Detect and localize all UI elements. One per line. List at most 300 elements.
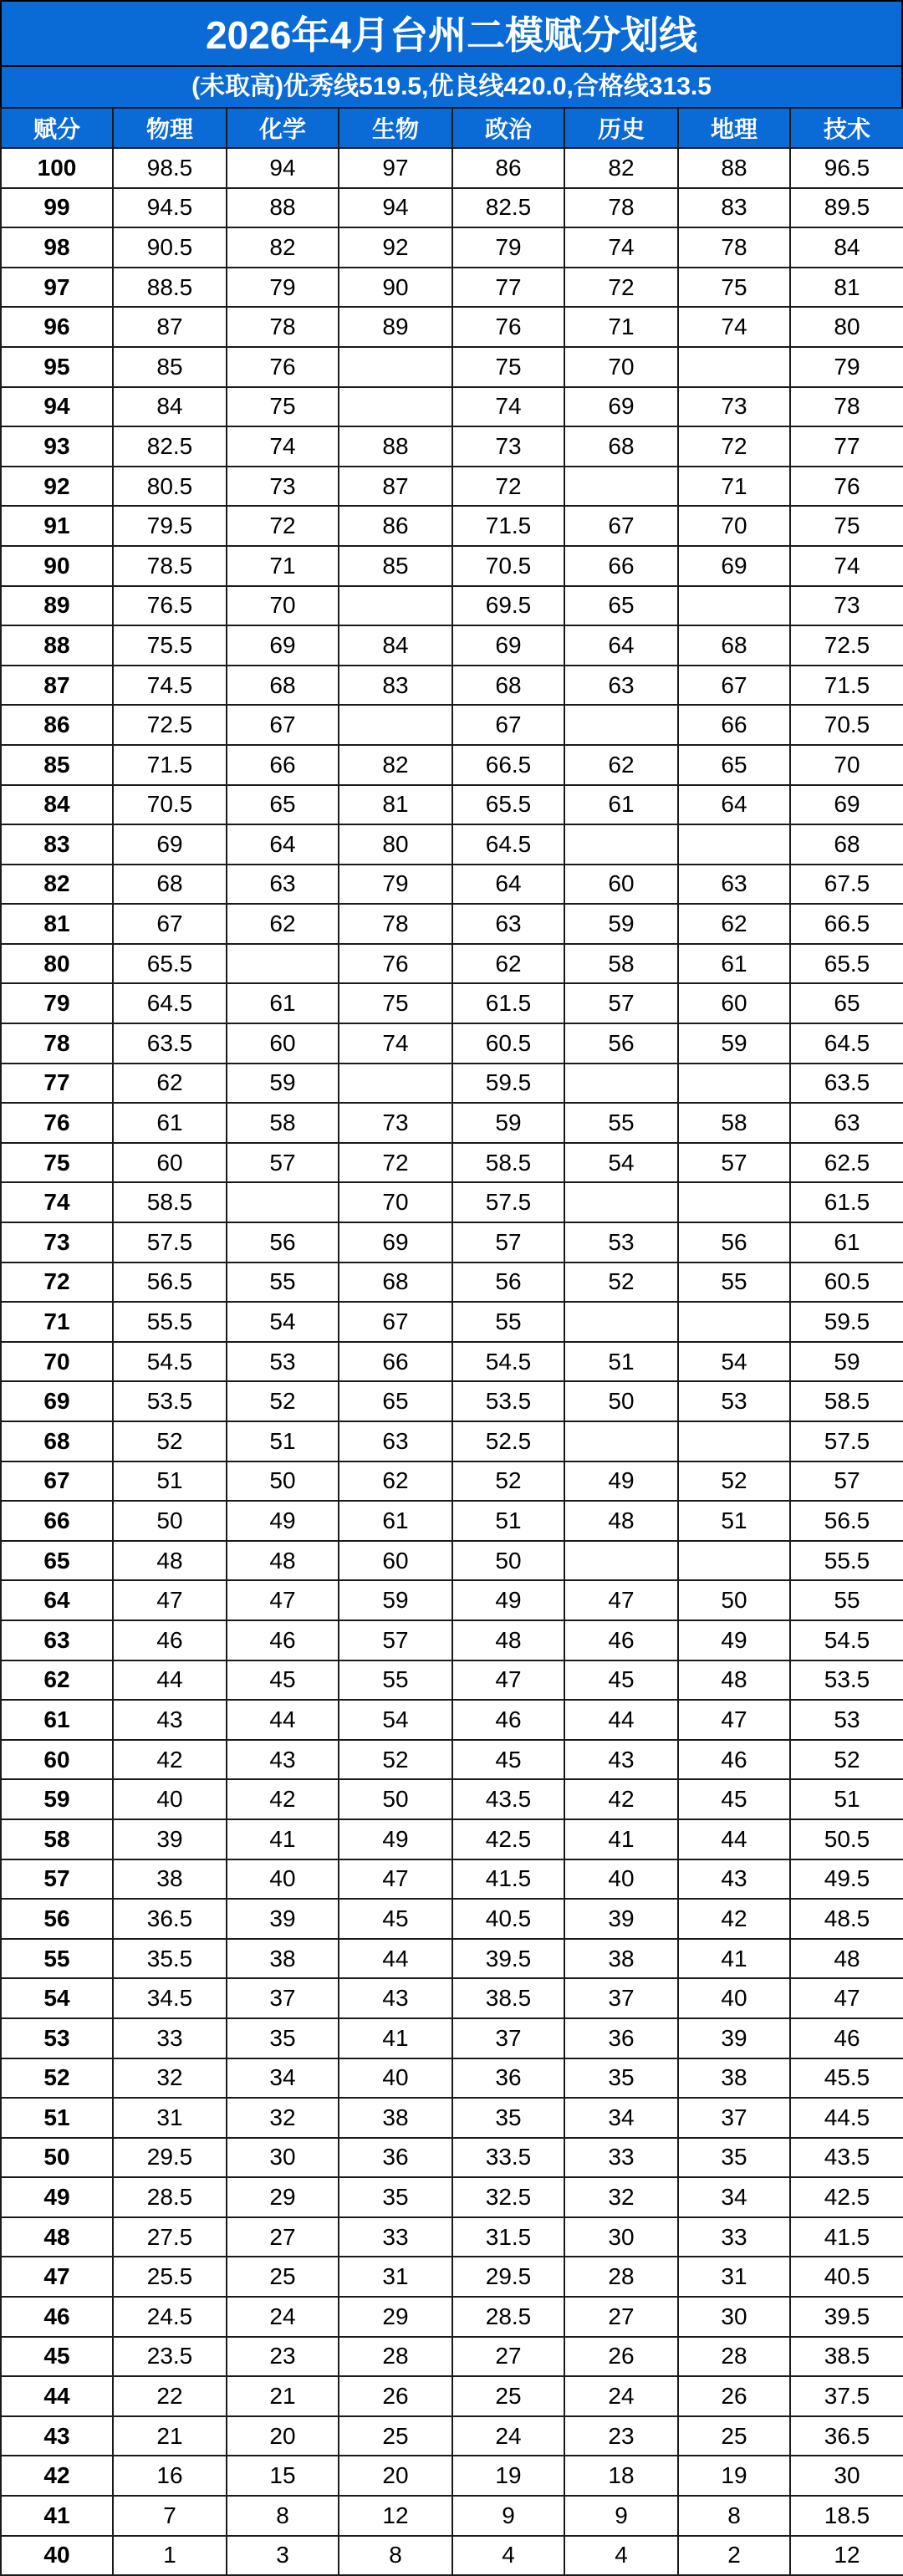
cell-physics: 57.5 [113, 1222, 227, 1262]
cell-history: 57 [564, 983, 678, 1023]
cell-score: 74 [1, 1182, 113, 1222]
cell-physics: 84 [113, 387, 227, 427]
cell-biology: 67 [339, 1302, 452, 1342]
cell-physics: 50 [113, 1501, 227, 1541]
cell-history: 65 [564, 586, 678, 626]
cell-score: 46 [1, 2297, 113, 2337]
cell-technology: 41.5 [790, 2217, 903, 2257]
table-row [1, 1262, 903, 1303]
cell-politics: 40.5 [452, 1899, 564, 1939]
cell-biology: 28 [339, 2337, 452, 2377]
table-row [1, 2297, 903, 2337]
cell-score: 96 [1, 307, 113, 347]
cell-score: 61 [1, 1700, 113, 1740]
cell-physics: 65.5 [113, 944, 227, 984]
cell-score: 97 [1, 268, 113, 308]
cell-history: 64 [564, 625, 678, 666]
cell-score: 57 [1, 1859, 113, 1900]
cell-physics: 87 [113, 307, 227, 347]
cell-physics: 69 [113, 824, 227, 865]
cell-biology: 76 [339, 944, 452, 984]
cell-politics: 61.5 [452, 983, 564, 1023]
cell-history: 54 [564, 1143, 678, 1183]
cell-politics: 59 [452, 1103, 564, 1143]
cell-politics: 4 [452, 2536, 564, 2576]
cell-history: 46 [564, 1620, 678, 1660]
cell-history [564, 705, 678, 745]
cell-physics: 32 [113, 2058, 227, 2099]
cell-geography: 59 [678, 1023, 790, 1064]
cell-politics: 57.5 [452, 1182, 564, 1222]
cell-biology: 36 [339, 2138, 452, 2178]
cell-politics: 59.5 [452, 1064, 564, 1104]
cell-geography: 49 [678, 1620, 790, 1660]
cell-chemistry: 25 [227, 2257, 339, 2297]
cell-biology: 31 [339, 2257, 452, 2297]
cell-technology: 50.5 [790, 1819, 903, 1859]
cell-history [564, 1182, 678, 1222]
cell-score: 98 [1, 227, 113, 268]
cell-geography: 2 [678, 2536, 790, 2576]
cell-technology: 73 [790, 586, 903, 626]
cell-history: 52 [564, 1262, 678, 1303]
cell-physics: 72.5 [113, 705, 227, 745]
cell-politics: 51 [452, 1501, 564, 1541]
cell-biology: 8 [339, 2536, 452, 2576]
cell-history: 58 [564, 944, 678, 984]
table-row [1, 1660, 903, 1701]
cell-technology: 49.5 [790, 1859, 903, 1900]
header-row [1, 108, 903, 148]
cell-technology: 59.5 [790, 1302, 903, 1342]
cell-history: 49 [564, 1461, 678, 1502]
cell-physics: 68 [113, 865, 227, 905]
cell-biology: 90 [339, 268, 452, 308]
cell-biology: 78 [339, 904, 452, 944]
cell-technology: 48 [790, 1939, 903, 1979]
cell-physics: 44 [113, 1660, 227, 1701]
cell-score: 65 [1, 1541, 113, 1581]
cell-physics: 52 [113, 1421, 227, 1461]
cell-politics: 74 [452, 387, 564, 427]
cell-politics: 33.5 [452, 2138, 564, 2178]
cell-geography: 46 [678, 1740, 790, 1780]
cell-score: 48 [1, 2217, 113, 2257]
cell-technology: 45.5 [790, 2058, 903, 2099]
cell-chemistry: 62 [227, 904, 339, 944]
cell-score: 75 [1, 1143, 113, 1183]
table-row [1, 2138, 903, 2178]
cell-history: 40 [564, 1859, 678, 1900]
cell-score: 52 [1, 2058, 113, 2099]
cell-chemistry: 49 [227, 1501, 339, 1541]
cell-chemistry: 32 [227, 2098, 339, 2138]
cell-score: 45 [1, 2337, 113, 2377]
cell-history: 82 [564, 148, 678, 188]
cell-history: 55 [564, 1103, 678, 1143]
cell-geography: 39 [678, 2018, 790, 2058]
cell-score: 41 [1, 2496, 113, 2536]
cell-politics: 27 [452, 2337, 564, 2377]
cell-technology: 55 [790, 1580, 903, 1620]
cell-biology: 54 [339, 1700, 452, 1740]
cell-technology: 43.5 [790, 2138, 903, 2178]
cell-score: 66 [1, 1501, 113, 1541]
cell-chemistry: 43 [227, 1740, 339, 1780]
cell-physics: 7 [113, 2496, 227, 2536]
cell-chemistry: 61 [227, 983, 339, 1023]
cell-chemistry: 68 [227, 666, 339, 706]
cell-biology: 75 [339, 983, 452, 1023]
cell-history: 38 [564, 1939, 678, 1979]
cell-technology: 67.5 [790, 865, 903, 905]
cell-biology: 12 [339, 2496, 452, 2536]
cell-geography: 71 [678, 467, 790, 507]
table-row [1, 1580, 903, 1620]
cell-physics: 34.5 [113, 1978, 227, 2018]
cell-politics: 66.5 [452, 745, 564, 785]
cell-technology: 52 [790, 1740, 903, 1780]
cell-politics: 38.5 [452, 1978, 564, 2018]
cell-technology: 69 [790, 785, 903, 825]
cell-physics: 35.5 [113, 1939, 227, 1979]
cell-physics: 78.5 [113, 546, 227, 586]
header-cell-chemistry: 化学 [227, 108, 339, 148]
cell-geography: 83 [678, 188, 790, 228]
cell-chemistry: 70 [227, 586, 339, 626]
cell-technology: 56.5 [790, 1501, 903, 1541]
cell-physics: 38 [113, 1859, 227, 1900]
cell-geography: 33 [678, 2217, 790, 2257]
cell-chemistry: 51 [227, 1421, 339, 1461]
cell-history: 69 [564, 387, 678, 427]
cell-geography: 70 [678, 506, 790, 546]
header-cell-score: 赋分 [1, 108, 113, 148]
cell-chemistry: 30 [227, 2138, 339, 2178]
table-row [1, 1182, 903, 1222]
cell-chemistry: 67 [227, 705, 339, 745]
cell-geography: 40 [678, 1978, 790, 2018]
cell-technology: 12 [790, 2536, 903, 2576]
cell-biology: 62 [339, 1461, 452, 1502]
cell-politics: 69 [452, 625, 564, 666]
cell-geography: 57 [678, 1143, 790, 1183]
cell-history: 39 [564, 1899, 678, 1939]
cell-score: 88 [1, 625, 113, 666]
cell-chemistry: 38 [227, 1939, 339, 1979]
cell-score: 69 [1, 1381, 113, 1421]
cell-physics: 60 [113, 1143, 227, 1183]
table-row [1, 2536, 903, 2576]
cell-history: 70 [564, 347, 678, 387]
cell-biology: 61 [339, 1501, 452, 1541]
cell-geography: 66 [678, 705, 790, 745]
cell-history: 33 [564, 2138, 678, 2178]
cell-chemistry: 74 [227, 426, 339, 467]
cell-biology: 83 [339, 666, 452, 706]
cell-chemistry: 46 [227, 1620, 339, 1660]
cell-geography: 42 [678, 1899, 790, 1939]
cell-politics: 76 [452, 307, 564, 347]
cell-score: 93 [1, 426, 113, 467]
cell-geography: 53 [678, 1381, 790, 1421]
cell-physics: 75.5 [113, 625, 227, 666]
cell-score: 86 [1, 705, 113, 745]
table-row [1, 2217, 903, 2257]
cell-geography: 41 [678, 1939, 790, 1979]
cell-geography: 72 [678, 426, 790, 467]
cell-score: 87 [1, 666, 113, 706]
cell-history: 34 [564, 2098, 678, 2138]
cell-physics: 85 [113, 347, 227, 387]
cell-politics: 37 [452, 2018, 564, 2058]
cell-politics: 70.5 [452, 546, 564, 586]
cell-biology: 92 [339, 227, 452, 268]
cell-chemistry: 48 [227, 1541, 339, 1581]
cell-politics: 32.5 [452, 2177, 564, 2217]
cell-score: 90 [1, 546, 113, 586]
table-row [1, 1143, 903, 1183]
table-row [1, 1819, 903, 1859]
cell-physics: 48 [113, 1541, 227, 1581]
cell-score: 59 [1, 1779, 113, 1819]
table-row [1, 506, 903, 546]
cell-chemistry: 54 [227, 1302, 339, 1342]
cell-biology: 40 [339, 2058, 452, 2099]
cell-physics: 62 [113, 1064, 227, 1104]
cell-politics: 45 [452, 1740, 564, 1780]
cell-technology: 60.5 [790, 1262, 903, 1303]
cell-physics: 94.5 [113, 188, 227, 228]
cell-history: 37 [564, 1978, 678, 2018]
cell-physics: 51 [113, 1461, 227, 1502]
table-row [1, 785, 903, 825]
cell-technology: 57.5 [790, 1421, 903, 1461]
table-row [1, 2257, 903, 2297]
cell-biology: 25 [339, 2416, 452, 2456]
cell-physics: 82.5 [113, 426, 227, 467]
cell-politics: 65.5 [452, 785, 564, 825]
cell-physics: 27.5 [113, 2217, 227, 2257]
cell-chemistry: 66 [227, 745, 339, 785]
cell-politics: 63 [452, 904, 564, 944]
cell-biology: 68 [339, 1262, 452, 1303]
cell-history [564, 824, 678, 865]
cell-biology: 26 [339, 2376, 452, 2416]
cell-history [564, 467, 678, 507]
cell-physics: 43 [113, 1700, 227, 1740]
cell-score: 76 [1, 1103, 113, 1143]
cell-geography [678, 1064, 790, 1104]
cell-score: 72 [1, 1262, 113, 1303]
cell-physics: 67 [113, 904, 227, 944]
table-row [1, 1700, 903, 1740]
cell-history: 60 [564, 865, 678, 905]
cell-biology [339, 586, 452, 626]
table-row [1, 467, 903, 507]
cell-politics: 52 [452, 1461, 564, 1502]
cell-chemistry: 15 [227, 2456, 339, 2496]
cell-geography: 47 [678, 1700, 790, 1740]
cell-history: 36 [564, 2018, 678, 2058]
table-row [1, 2376, 903, 2416]
cell-politics: 68 [452, 666, 564, 706]
cell-history: 44 [564, 1700, 678, 1740]
cell-score: 73 [1, 1222, 113, 1262]
cell-history: 74 [564, 227, 678, 268]
cell-technology: 96.5 [790, 148, 903, 188]
cell-geography: 19 [678, 2456, 790, 2496]
cell-history: 32 [564, 2177, 678, 2217]
cell-politics: 55 [452, 1302, 564, 1342]
table-row [1, 1064, 903, 1104]
cell-technology: 48.5 [790, 1899, 903, 1939]
cell-geography [678, 824, 790, 865]
table-row [1, 2337, 903, 2377]
cell-physics: 61 [113, 1103, 227, 1143]
cell-biology: 74 [339, 1023, 452, 1064]
cell-geography: 50 [678, 1580, 790, 1620]
cell-politics: 41.5 [452, 1859, 564, 1900]
table-row [1, 546, 903, 586]
cell-biology: 72 [339, 1143, 452, 1183]
cell-politics: 72 [452, 467, 564, 507]
cell-score: 53 [1, 2018, 113, 2058]
cell-physics: 31 [113, 2098, 227, 2138]
table-row [1, 188, 903, 228]
cell-politics: 36 [452, 2058, 564, 2099]
cell-chemistry: 56 [227, 1222, 339, 1262]
cell-chemistry: 21 [227, 2376, 339, 2416]
cell-score: 81 [1, 904, 113, 944]
cell-physics: 33 [113, 2018, 227, 2058]
header-cell-technology: 技术 [790, 108, 903, 148]
cell-score: 99 [1, 188, 113, 228]
table-body [1, 148, 903, 2575]
cell-physics: 47 [113, 1580, 227, 1620]
cell-biology: 55 [339, 1660, 452, 1701]
cell-politics: 31.5 [452, 2217, 564, 2257]
cell-chemistry: 50 [227, 1461, 339, 1502]
cell-biology: 43 [339, 1978, 452, 2018]
cell-geography: 78 [678, 227, 790, 268]
cell-geography: 61 [678, 944, 790, 984]
cell-politics: 69.5 [452, 586, 564, 626]
cell-technology: 79 [790, 347, 903, 387]
page-title: 2026年4月台州二模赋分划线 [0, 0, 903, 67]
cell-history: 63 [564, 666, 678, 706]
cell-geography [678, 1182, 790, 1222]
cell-history: 67 [564, 506, 678, 546]
cell-politics: 60.5 [452, 1023, 564, 1064]
cell-history: 9 [564, 2496, 678, 2536]
cell-history: 56 [564, 1023, 678, 1064]
cell-technology: 89.5 [790, 188, 903, 228]
table-row [1, 2456, 903, 2496]
cell-politics: 49 [452, 1580, 564, 1620]
cell-geography: 64 [678, 785, 790, 825]
cell-geography: 65 [678, 745, 790, 785]
table-row [1, 1620, 903, 1660]
cell-geography [678, 347, 790, 387]
cell-score: 47 [1, 2257, 113, 2297]
cell-history: 4 [564, 2536, 678, 2576]
cell-biology: 60 [339, 1541, 452, 1581]
cell-history: 26 [564, 2337, 678, 2377]
cell-politics: 48 [452, 1620, 564, 1660]
cell-geography: 8 [678, 2496, 790, 2536]
table-row [1, 1899, 903, 1939]
cell-geography: 69 [678, 546, 790, 586]
header-cell-physics: 物理 [113, 108, 227, 148]
cell-biology [339, 387, 452, 427]
table-row [1, 666, 903, 706]
table-row [1, 1541, 903, 1581]
cell-biology: 85 [339, 546, 452, 586]
cell-score: 67 [1, 1461, 113, 1502]
cell-history: 62 [564, 745, 678, 785]
cell-politics: 79 [452, 227, 564, 268]
cell-physics: 21 [113, 2416, 227, 2456]
cell-politics: 39.5 [452, 1939, 564, 1979]
cell-biology: 84 [339, 625, 452, 666]
cell-politics: 9 [452, 2496, 564, 2536]
cell-politics: 25 [452, 2376, 564, 2416]
cell-chemistry: 8 [227, 2496, 339, 2536]
table-row [1, 268, 903, 308]
cell-technology: 70 [790, 745, 903, 785]
cell-score: 100 [1, 148, 113, 188]
table-row [1, 824, 903, 865]
cell-politics: 52.5 [452, 1421, 564, 1461]
cell-politics: 42.5 [452, 1819, 564, 1859]
cell-politics: 53.5 [452, 1381, 564, 1421]
cell-geography: 48 [678, 1660, 790, 1701]
cell-chemistry: 55 [227, 1262, 339, 1303]
cell-chemistry: 72 [227, 506, 339, 546]
cell-technology: 77 [790, 426, 903, 467]
cell-geography: 37 [678, 2098, 790, 2138]
cell-politics: 19 [452, 2456, 564, 2496]
cell-chemistry: 88 [227, 188, 339, 228]
cell-history: 50 [564, 1381, 678, 1421]
cell-chemistry: 76 [227, 347, 339, 387]
table-row [1, 347, 903, 387]
cell-chemistry: 24 [227, 2297, 339, 2337]
cell-chemistry: 45 [227, 1660, 339, 1701]
cell-technology: 74 [790, 546, 903, 586]
cell-score: 91 [1, 506, 113, 546]
cell-geography: 56 [678, 1222, 790, 1262]
cell-physics: 80.5 [113, 467, 227, 507]
cell-geography: 75 [678, 268, 790, 308]
cell-geography: 55 [678, 1262, 790, 1303]
cell-physics: 79.5 [113, 506, 227, 546]
cell-biology: 33 [339, 2217, 452, 2257]
cell-geography: 38 [678, 2058, 790, 2099]
cell-physics: 58.5 [113, 1182, 227, 1222]
table-row [1, 2058, 903, 2099]
cell-chemistry: 65 [227, 785, 339, 825]
cell-physics: 46 [113, 1620, 227, 1660]
cell-geography: 58 [678, 1103, 790, 1143]
cell-geography: 52 [678, 1461, 790, 1502]
cell-physics: 53.5 [113, 1381, 227, 1421]
cell-history: 28 [564, 2257, 678, 2297]
table-row [1, 2496, 903, 2536]
cell-score: 82 [1, 865, 113, 905]
cell-history [564, 1541, 678, 1581]
